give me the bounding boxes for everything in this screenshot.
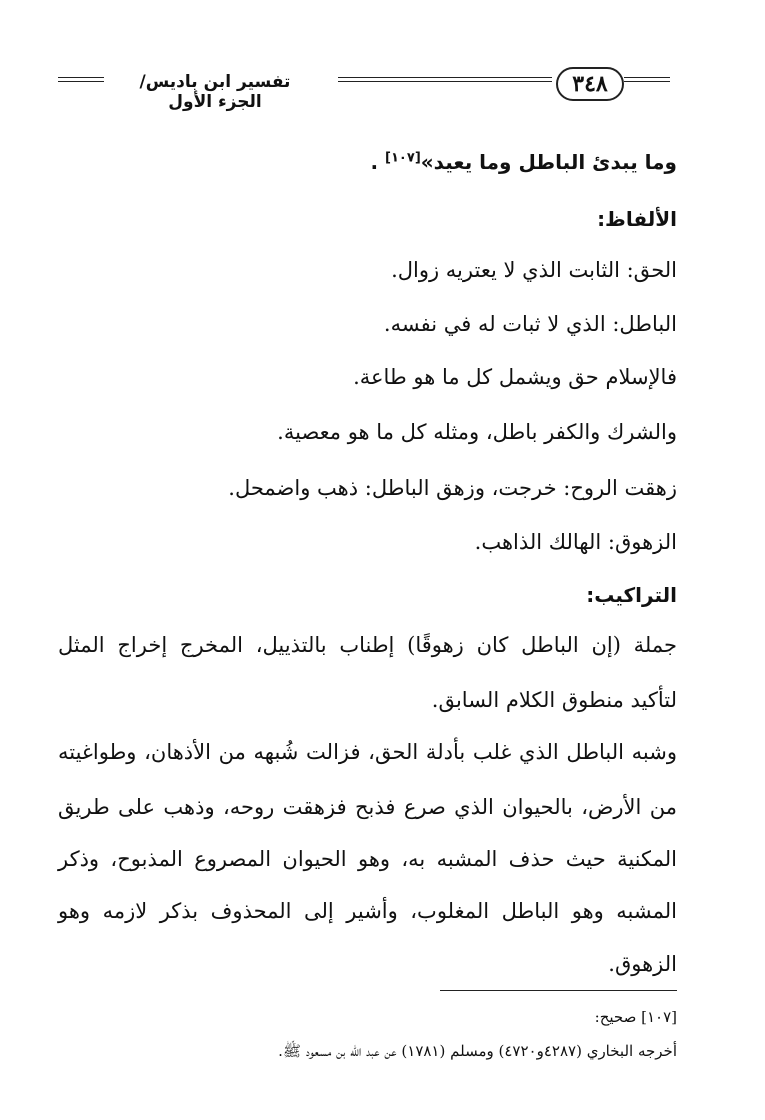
page-number: ٣٤٨: [556, 67, 624, 101]
header-rule-left: [58, 77, 104, 78]
paragraph-line: من الأرض، بالحيوان الذي صرع فذبح فزهقت روحه، وذهب على طريق: [58, 795, 677, 819]
paragraph-line: جملة (إن الباطل كان زهوقًا) إطناب بالتذييل، المخرج إخراج المثل: [58, 633, 677, 657]
running-title: تفسير ابن باديس/ الجزء الأول: [139, 72, 291, 112]
paragraph-line: المكنية حيث حذف المشبه به، وهو الحيوان المصروع المذبوح، وذكر: [58, 847, 677, 871]
line-shirk: والشرك والكفر باطل، ومثله كل ما هو معصية.: [277, 420, 677, 444]
paragraph-line: لتأكيد منطوق الكلام السابق.: [431, 688, 677, 712]
header-rule-right-2: [624, 81, 670, 82]
header-rule-middle-2: [338, 81, 552, 82]
verse-text: وما يبدئ الباطل وما يعيد»: [420, 150, 677, 174]
footnote-ref-line: [١٠٧] صحيح:: [594, 1008, 677, 1026]
definition-batil: الباطل: الذي لا ثبات له في نفسه.: [383, 312, 677, 336]
header-rule-middle: [338, 77, 552, 78]
paragraph-line: المشبه وهو الباطل المغلوب، وأشير إلى المحذوف بذكر لازمه وهو: [58, 899, 677, 923]
footnote-text: أخرجه البخاري (٤٢٨٧و٤٧٢٠) ومسلم (١٧٨١) عن عبد الله بن مسعود ﷺ.: [278, 1042, 677, 1060]
page-header: [0, 60, 765, 110]
footnote-separator: [440, 990, 677, 991]
paragraph-line: وشبه الباطل الذي غلب بأدلة الحق، فزالت شُبهه من الأذهان، وطواغيته: [58, 740, 677, 764]
definition-haqq: الحق: الثابت الذي لا يعتريه زوال.: [391, 258, 677, 282]
line-zuhuq: الزهوق: الهالك الذاهب.: [474, 530, 677, 554]
header-rule-right: [624, 77, 670, 78]
verse-line: [58, 150, 677, 174]
line-zahaqat: زهقت الروح: خرجت، وزهق الباطل: ذهب واضمحل.: [228, 476, 677, 500]
verse-end: .: [370, 150, 386, 174]
heading-tarakib: التراكيب:: [586, 583, 677, 607]
paragraph-line: الزهوق.: [608, 952, 677, 976]
heading-alfaz: الألفاظ:: [597, 207, 677, 231]
line-islam: فالإسلام حق ويشمل كل ما هو طاعة.: [353, 365, 677, 389]
footnote-ref: [١٠٧]: [385, 150, 421, 166]
header-rule-left-2: [58, 81, 104, 82]
